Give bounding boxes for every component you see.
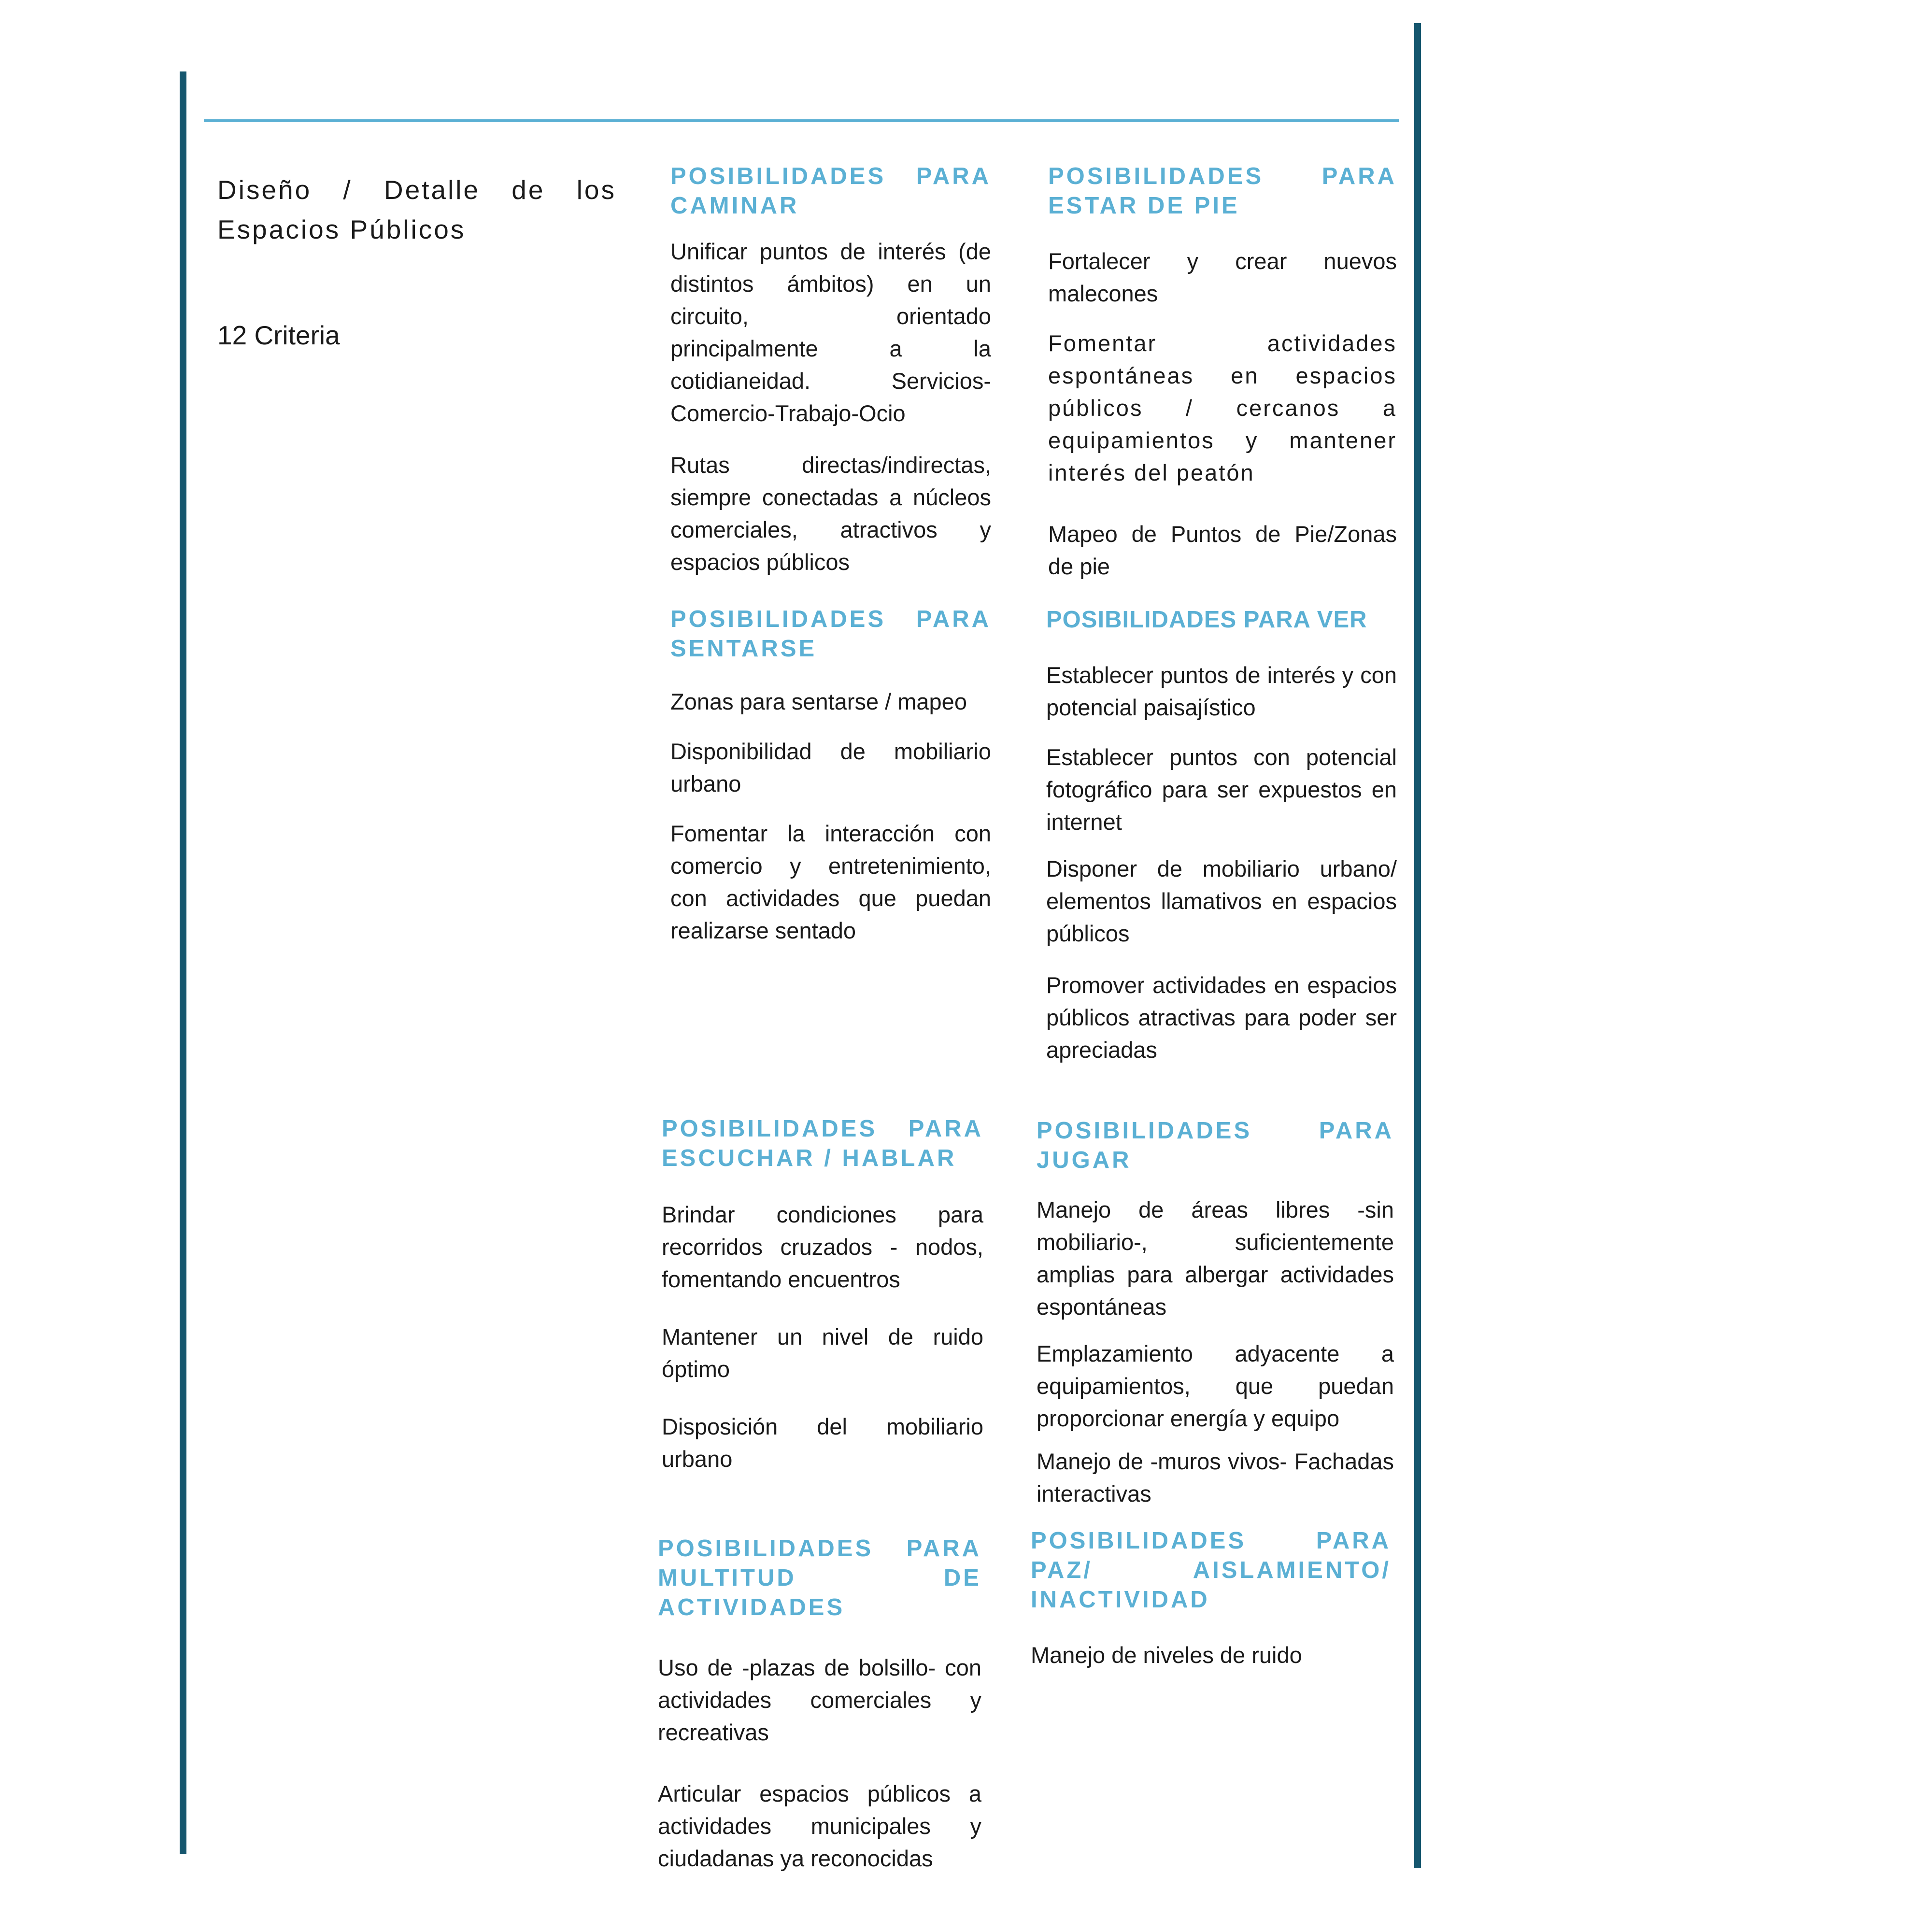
section-multitud-actividades	[658, 1534, 981, 1892]
criteria-item: Manejo de -muros vivos- Fachadas interactivas	[1037, 1449, 1394, 1506]
criteria-item: Uso de -plazas de bolsillo- con actividades comerciales y recreativas	[658, 1655, 981, 1745]
criteria-item: Fortalecer y crear nuevos malecones	[1048, 248, 1397, 306]
criteria-item: Mapeo de Puntos de Pie/Zonas de pie	[1048, 521, 1397, 579]
criteria-item: Fomentar la interacción con comercio y entretenimiento, con actividades que puedan realizarse sentado	[670, 821, 991, 943]
section-heading: POSIBILIDADES PARA ESCUCHAR / HABLAR	[662, 1116, 983, 1171]
right-accent-bar	[1414, 23, 1421, 1868]
criteria-item: Disponer de mobiliario urbano/ elementos llamativos en espacios públicos	[1046, 856, 1397, 946]
section-sentarse	[670, 605, 991, 964]
criteria-item: Manejo de áreas libres -sin mobiliario-, suficientemente amplias para albergar actividades espontáneas	[1037, 1197, 1394, 1320]
section-paz-aislamiento	[1031, 1526, 1391, 1689]
header-divider	[204, 119, 1399, 122]
section-heading: POSIBILIDADES PARA PAZ/ AISLAMIENTO/ INACTIVIDAD	[1031, 1528, 1391, 1613]
criteria-item: Fomentar actividades espontáneas en espacios públicos / cercanos a equipamientos y mantener interés del peatón	[1048, 330, 1397, 485]
criteria-item: Promover actividades en espacios públicos atractivas para poder ser apreciadas	[1046, 972, 1397, 1063]
section-escuchar-hablar	[662, 1114, 983, 1492]
page-subtitle: 12 Criteria	[217, 320, 340, 350]
section-jugar	[1037, 1116, 1394, 1527]
criteria-item: Emplazamiento adyacente a equipamientos, que puedan proporcionar energía y equipo	[1037, 1341, 1394, 1431]
criteria-item: Rutas directas/indirectas, siempre conectadas a núcleos comerciales, atractivos y espacios públicos	[670, 452, 991, 575]
section-caminar	[670, 162, 991, 596]
criteria-item: Disponibilidad de mobiliario urbano	[670, 739, 991, 796]
criteria-item: Unificar puntos de interés (de distintos ámbitos) en un circuito, orientado principalmente a la cotidianeidad. Servicios-Comercio-Trabajo-Ocio	[670, 239, 991, 426]
section-heading: POSIBILIDADES PARA SENTARSE	[670, 606, 991, 662]
section-heading: POSIBILIDADES PARA ESTAR DE PIE	[1048, 163, 1397, 219]
criteria-item: Mantener un nivel de ruido óptimo	[662, 1324, 983, 1382]
criteria-item: Zonas para sentarse / mapeo	[670, 689, 967, 714]
section-estar-de-pie	[1048, 162, 1397, 600]
criteria-item: Manejo de niveles de ruido	[1031, 1642, 1302, 1668]
criteria-item: Disposición del mobiliario urbano	[662, 1414, 983, 1472]
criteria-item: Establecer puntos de interés y con potencial paisajístico	[1046, 662, 1397, 720]
section-heading: POSIBILIDADES PARA CAMINAR	[670, 163, 991, 219]
section-heading: POSIBILIDADES PARA MULTITUD DE ACTIVIDADES	[658, 1535, 981, 1620]
section-heading: POSIBILIDADES PARA VER	[1046, 607, 1367, 633]
criteria-item: Establecer puntos con potencial fotográfico para ser expuestos en internet	[1046, 744, 1397, 835]
criteria-item: Articular espacios públicos a actividades municipales y ciudadanas ya reconocidas	[658, 1781, 981, 1871]
section-heading: POSIBILIDADES PARA JUGAR	[1037, 1118, 1394, 1173]
criteria-item: Brindar condiciones para recorridos cruzados - nodos, fomentando encuentros	[662, 1202, 983, 1292]
section-ver	[1046, 605, 1397, 1083]
left-accent-bar	[180, 71, 186, 1854]
page-title: Diseño / Detalle de los Espacios Públicos	[217, 175, 616, 244]
